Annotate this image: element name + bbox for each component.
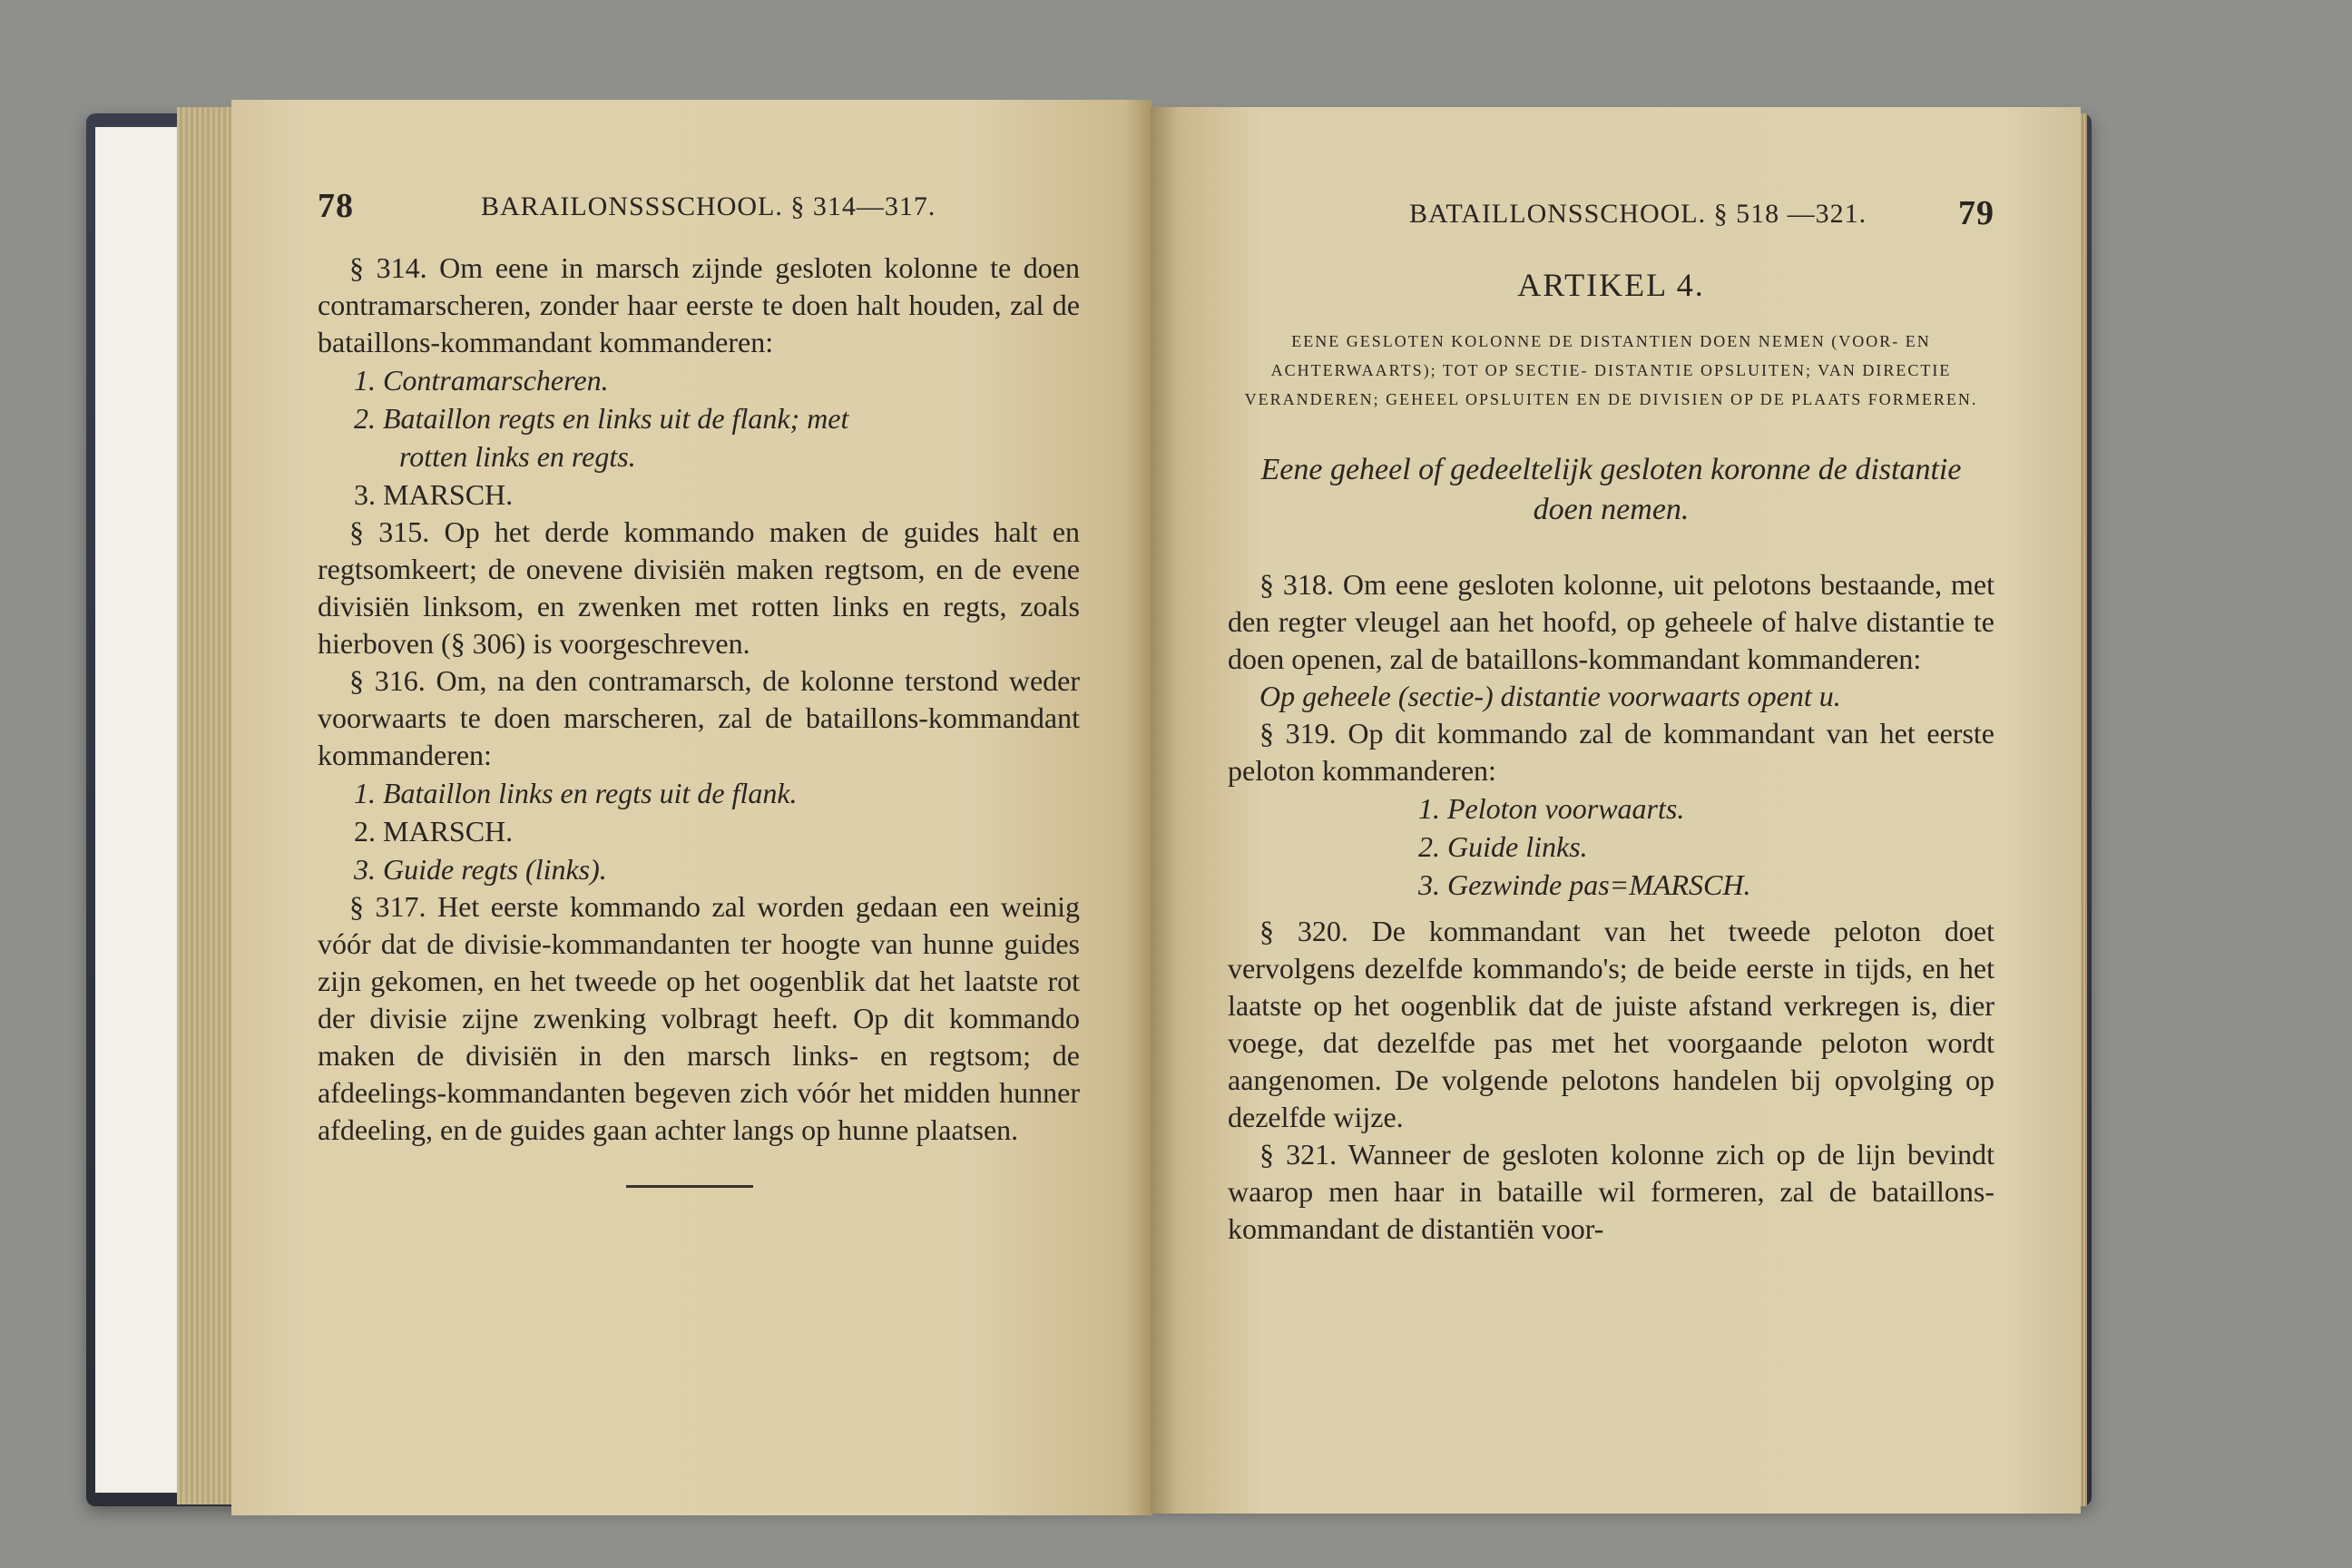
command-319-2: 2. Guide links. xyxy=(1418,830,1588,863)
command-314-3: 3. MARSCH. xyxy=(354,478,514,511)
paragraph-319: § 319. Op dit kommando zal de kommandant van het eerste peloton kommanderen: xyxy=(1228,717,1994,787)
command-316-2: 2. MARSCH. xyxy=(354,815,514,848)
left-page xyxy=(231,100,1152,1515)
right-page-header xyxy=(1228,193,1994,257)
paragraph-320: § 320. De kommandant van het tweede peloton doet vervolgens dezelfde kommando's; de beide eerste in tijds, en het laatste op het oogenblik dat de juiste afstand verkregen is, dier voege, dat dezelfde pas met het voorgaande peloton wordt aangenomen. De volgende pelotons handelen bij opvolging op dezelfde wijze. xyxy=(1228,915,1994,1133)
section-subheading: Eene geheel of gedeeltelijk gesloten koronne de distantie doen nemen. xyxy=(1260,453,1962,526)
command-314-1: 1. Contramarscheren. xyxy=(354,364,609,397)
paragraph-321: § 321. Wanneer de gesloten kolonne zich op de lijn bevindt waarop men haar in bataille wil formeren, zal de bataillons-kommandant de distantiën voor- xyxy=(1228,1138,1994,1245)
paragraph-317: § 317. Het eerste kommando zal worden gedaan een weinig vóór dat de divisie-kommandanten ter hoogte van hunne guides zijn gekomen, en het tweede op het oogenblik dat het laatste rot der divisie zijne zwenking volbragt heeft. Op dit kommando maken de divisiën in den marsch links- en regtsom; de afdeelings-kommandanten begeven zich vóór het midden hunner afdeeling, en de guides gaan achter langs op hunne plaatsen. xyxy=(318,890,1080,1146)
article-heading: ARTIKEL 4. xyxy=(1517,267,1705,303)
article-summary: EENE GESLOTEN KOLONNE DE DISTANTIEN DOEN NEMEN (VOOR- EN ACHTERWAARTS); TOT OP SECTIE- DISTANTIE OPSLUITEN; VAN DIRECTIE VERANDEREN; GEHEEL OPSLUITEN EN DE DIVISIEN OP DE PLAATS FORMEREN. xyxy=(1244,332,1978,408)
right-page xyxy=(1151,107,2081,1514)
paragraph-314: § 314. Om eene in marsch zijnde gesloten kolonne te doen contramarscheren, zonder haar eerste te doen halt houden, zal de bataillons-kommandant kommanderen: xyxy=(318,251,1080,358)
running-head: BATAILLONSSCHOOL. § 518 —321. xyxy=(1409,199,1867,229)
paragraph-318: § 318. Om eene gesloten kolonne, uit pelotons bestaande, met den regter vleugel aan het hoofd, op geheele of halve distantie te doen openen, zal de bataillons-kommandant kommanderen: xyxy=(1228,568,1994,675)
left-page-header xyxy=(318,186,1080,250)
running-head: BARAILONSSSCHOOL. § 314—317. xyxy=(481,191,936,221)
command-319-1: 1. Peloton voorwaarts. xyxy=(1418,792,1685,825)
end-rule xyxy=(626,1185,753,1188)
command-319-3: 3. Gezwinde pas=MARSCH. xyxy=(1418,868,1751,901)
page-number: 78 xyxy=(318,187,354,225)
command-314-2-cont: rotten links en regts. xyxy=(399,440,636,473)
command-318: Op geheele (sectie-) distantie voorwaarts opent u. xyxy=(1259,680,1841,712)
command-316-3: 3. Guide regts (links). xyxy=(354,853,607,886)
command-316-1: 1. Bataillon links en regts uit de flank. xyxy=(354,777,798,809)
page-number: 79 xyxy=(1958,194,1994,232)
paragraph-316: § 316. Om, na den contramarsch, de kolonne terstond weder voorwaarts te doen marscheren, zal de bataillons-kommandant kommanderen: xyxy=(318,664,1080,771)
paragraph-315: § 315. Op het derde kommando maken de guides halt en regtsomkeert; de onevene divisiën maken regtsom, en de evene divisiën linksom, en zwenken met rotten links en regts, zoals hierboven (§ 306) is voorgeschreven. xyxy=(318,515,1080,660)
command-314-2: 2. Bataillon regts en links uit de flank; met xyxy=(354,402,849,435)
